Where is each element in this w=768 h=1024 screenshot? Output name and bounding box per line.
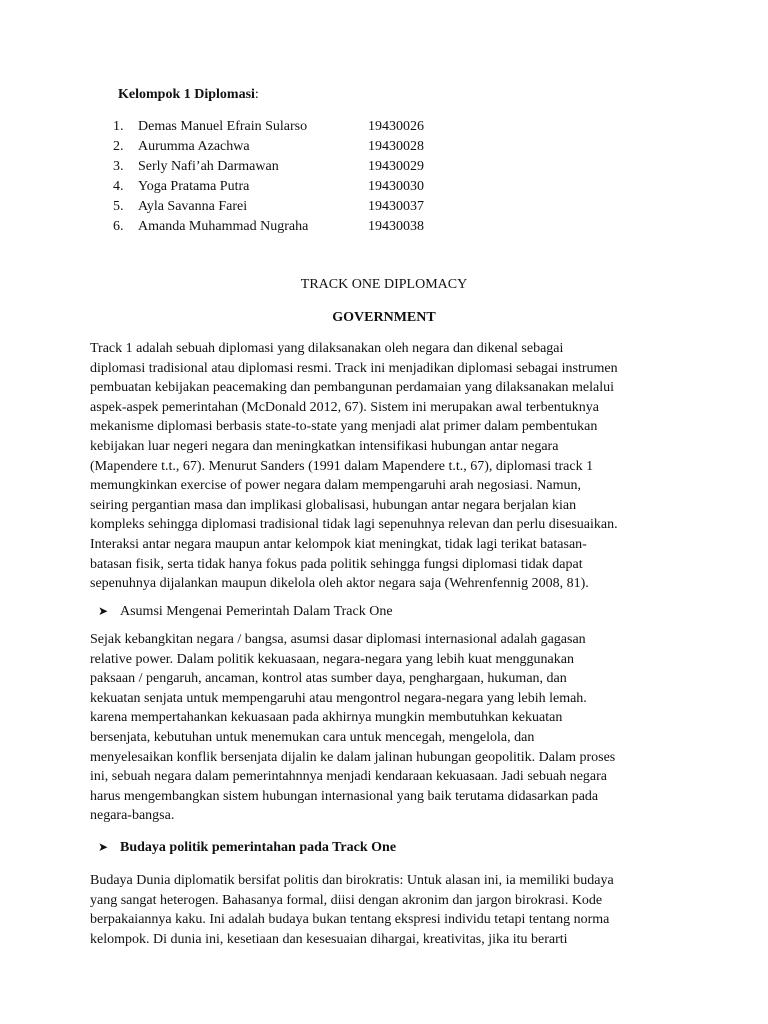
member-item: [113, 117, 473, 137]
paragraph-line: mekanisme diplomasi berbasis state-to-state yang menjadi alat primer dalam pembentukan: [90, 419, 598, 435]
bullet-heading-text: Budaya politik pemerintahan pada Track One: [120, 840, 397, 855]
arrow-bullet-icon: ➤: [98, 604, 109, 618]
paragraph-line: yang sangat heterogen. Bahasanya formal, diisi dengan akronim dan jargon birokrasi. Kode: [90, 892, 603, 908]
paragraph-line: kebijakan luar negeri negara dan meningkatkan intensifikasi hubungan antar negara: [90, 438, 559, 454]
group-title-text: Kelompok 1 Diplomasi: [118, 87, 255, 102]
bullet-heading-text: Asumsi Mengenai Pemerintah Dalam Track One: [120, 604, 393, 619]
paragraph-line: negara-bangsa.: [90, 808, 175, 824]
member-name: Serly Nafi’ah Darmawan: [138, 159, 279, 174]
member-list: [113, 117, 473, 237]
paragraph-line: batasan fisik, serta tidak hanya fokus pada politik sehingga fungsi diplomasi tidak dapat: [90, 556, 583, 572]
paragraph-line: berpakaiannya kaku. Ini adalah budaya bukan tentang ekspresi individu tetapi tentang norma: [90, 912, 610, 928]
paragraph-line: sepenuhnya dijalankan maupun dikelola oleh aktor negara saja (Wehrenfennig 2008, 81).: [90, 576, 589, 592]
member-id: 19430028: [368, 139, 424, 154]
member-item: [113, 177, 473, 197]
member-name: Aurumma Azachwa: [138, 139, 250, 154]
document-subtitle: GOVERNMENT: [332, 310, 436, 325]
paragraph-track-one: [90, 339, 680, 594]
paragraph-line: seiring pergantian masa dan implikasi globalisasi, hubungan antar negara berjalan kian: [90, 497, 577, 513]
paragraph-line: aspek-aspek pemerintahan (McDonald 2012, 67). Sistem ini merupakan awal terbentuknya: [90, 399, 599, 415]
paragraph-line: Track 1 adalah sebuah diplomasi yang dilaksanakan oleh negara dan dikenal sebagai: [90, 341, 564, 356]
paragraph-line: relative power. Dalam politik kekuasaan, negara-negara yang lebih kuat menggunakan: [90, 651, 574, 667]
member-item: [113, 137, 473, 157]
bullet-heading-assumptions: [98, 602, 393, 621]
member-id: 19430030: [368, 179, 424, 194]
paragraph-line: diplomasi tradisional atau diplomasi resmi. Track ini menjadikan diplomasi sebagai instrumen: [90, 360, 618, 376]
bullet-heading-culture: [98, 838, 396, 857]
member-number: 3.: [113, 159, 124, 174]
paragraph-line: Sejak kebangkitan negara / bangsa, asumsi dasar diplomasi internasional adalah gagasan: [90, 632, 586, 647]
member-item: [113, 157, 473, 177]
member-number: 4.: [113, 179, 124, 194]
member-number: 6.: [113, 219, 124, 234]
member-number: 2.: [113, 139, 124, 154]
paragraph-line: harus mengembangkan sistem hubungan internasional yang baik terutama didasarkan pada: [90, 788, 599, 804]
paragraph-line: pembuatan kebijakan peacemaking dan pembangunan perdamaian yang dilaksanakan melalui: [90, 380, 615, 396]
paragraph-line: Interaksi antar negara maupun antar kelompok kiat meningkat, tidak lagi terikat batasan-: [90, 536, 587, 552]
member-id: 19430038: [368, 219, 424, 234]
group-title-colon: :: [254, 87, 259, 102]
paragraph-line: karena mempertahankan kekuasaan pada akhirnya mungkin membutuhkan kekuatan: [90, 710, 563, 726]
member-name: Yoga Pratama Putra: [138, 179, 250, 194]
paragraph-line: kompleks sehingga diplomasi tradisional tidak lagi sepenuhnya relevan dan perlu disesuaikan.: [90, 517, 618, 533]
paragraph-line: paksaan / pengaruh, ancaman, kontrol atas sumber daya, penghargaan, hukuman, dan: [90, 671, 567, 687]
paragraph-line: ini, sebuah negara dalam pemerintahnnya menjadi kendaraan kekuasaan. Jadi sebuah negara: [90, 769, 608, 785]
member-id: 19430037: [368, 199, 424, 214]
paragraph-line: Budaya Dunia diplomatik bersifat politis dan birokratis: Untuk alasan ini, ia memiliki budaya: [90, 873, 614, 888]
member-number: 5.: [113, 199, 124, 214]
paragraph-line: kelompok. Di dunia ini, kesetiaan dan kesesuaian dihargai, kreativitas, jika itu berarti: [90, 931, 568, 947]
member-id: 19430029: [368, 159, 424, 174]
arrow-bullet-icon: ➤: [98, 840, 109, 854]
paragraph-line: bersenjata, kebutuhan untuk menemukan cara untuk mencegah, mengelola, dan: [90, 729, 535, 745]
member-name: Amanda Muhammad Nugraha: [138, 219, 309, 234]
paragraph-line: menyelesaikan konflik bersenjata dijalin ke dalam jalinan hubungan geopolitik. Dalam proses: [90, 749, 616, 765]
group-title: [118, 86, 259, 104]
document-title: TRACK ONE DIPLOMACY: [300, 277, 468, 292]
member-item: [113, 217, 473, 237]
member-name: Ayla Savanna Farei: [138, 199, 248, 214]
paragraph-line: kekuatan senjata untuk mempengaruhi atau mengontrol negara-negara yang lebih lemah.: [90, 690, 587, 706]
paragraph-culture: [90, 871, 680, 949]
member-number: 1.: [113, 119, 124, 134]
member-item: [113, 197, 473, 217]
paragraph-assumptions: [90, 630, 680, 826]
paragraph-line: memungkinkan exercise of power negara dalam mempengaruhi arah negosiasi. Namun,: [90, 478, 581, 494]
paragraph-line: (Mapendere t.t., 67). Menurut Sanders (1991 dalam Mapendere t.t., 67), diplomasi track 1: [90, 458, 594, 474]
member-id: 19430026: [368, 119, 424, 134]
member-name: Demas Manuel Efrain Sularso: [138, 119, 308, 134]
